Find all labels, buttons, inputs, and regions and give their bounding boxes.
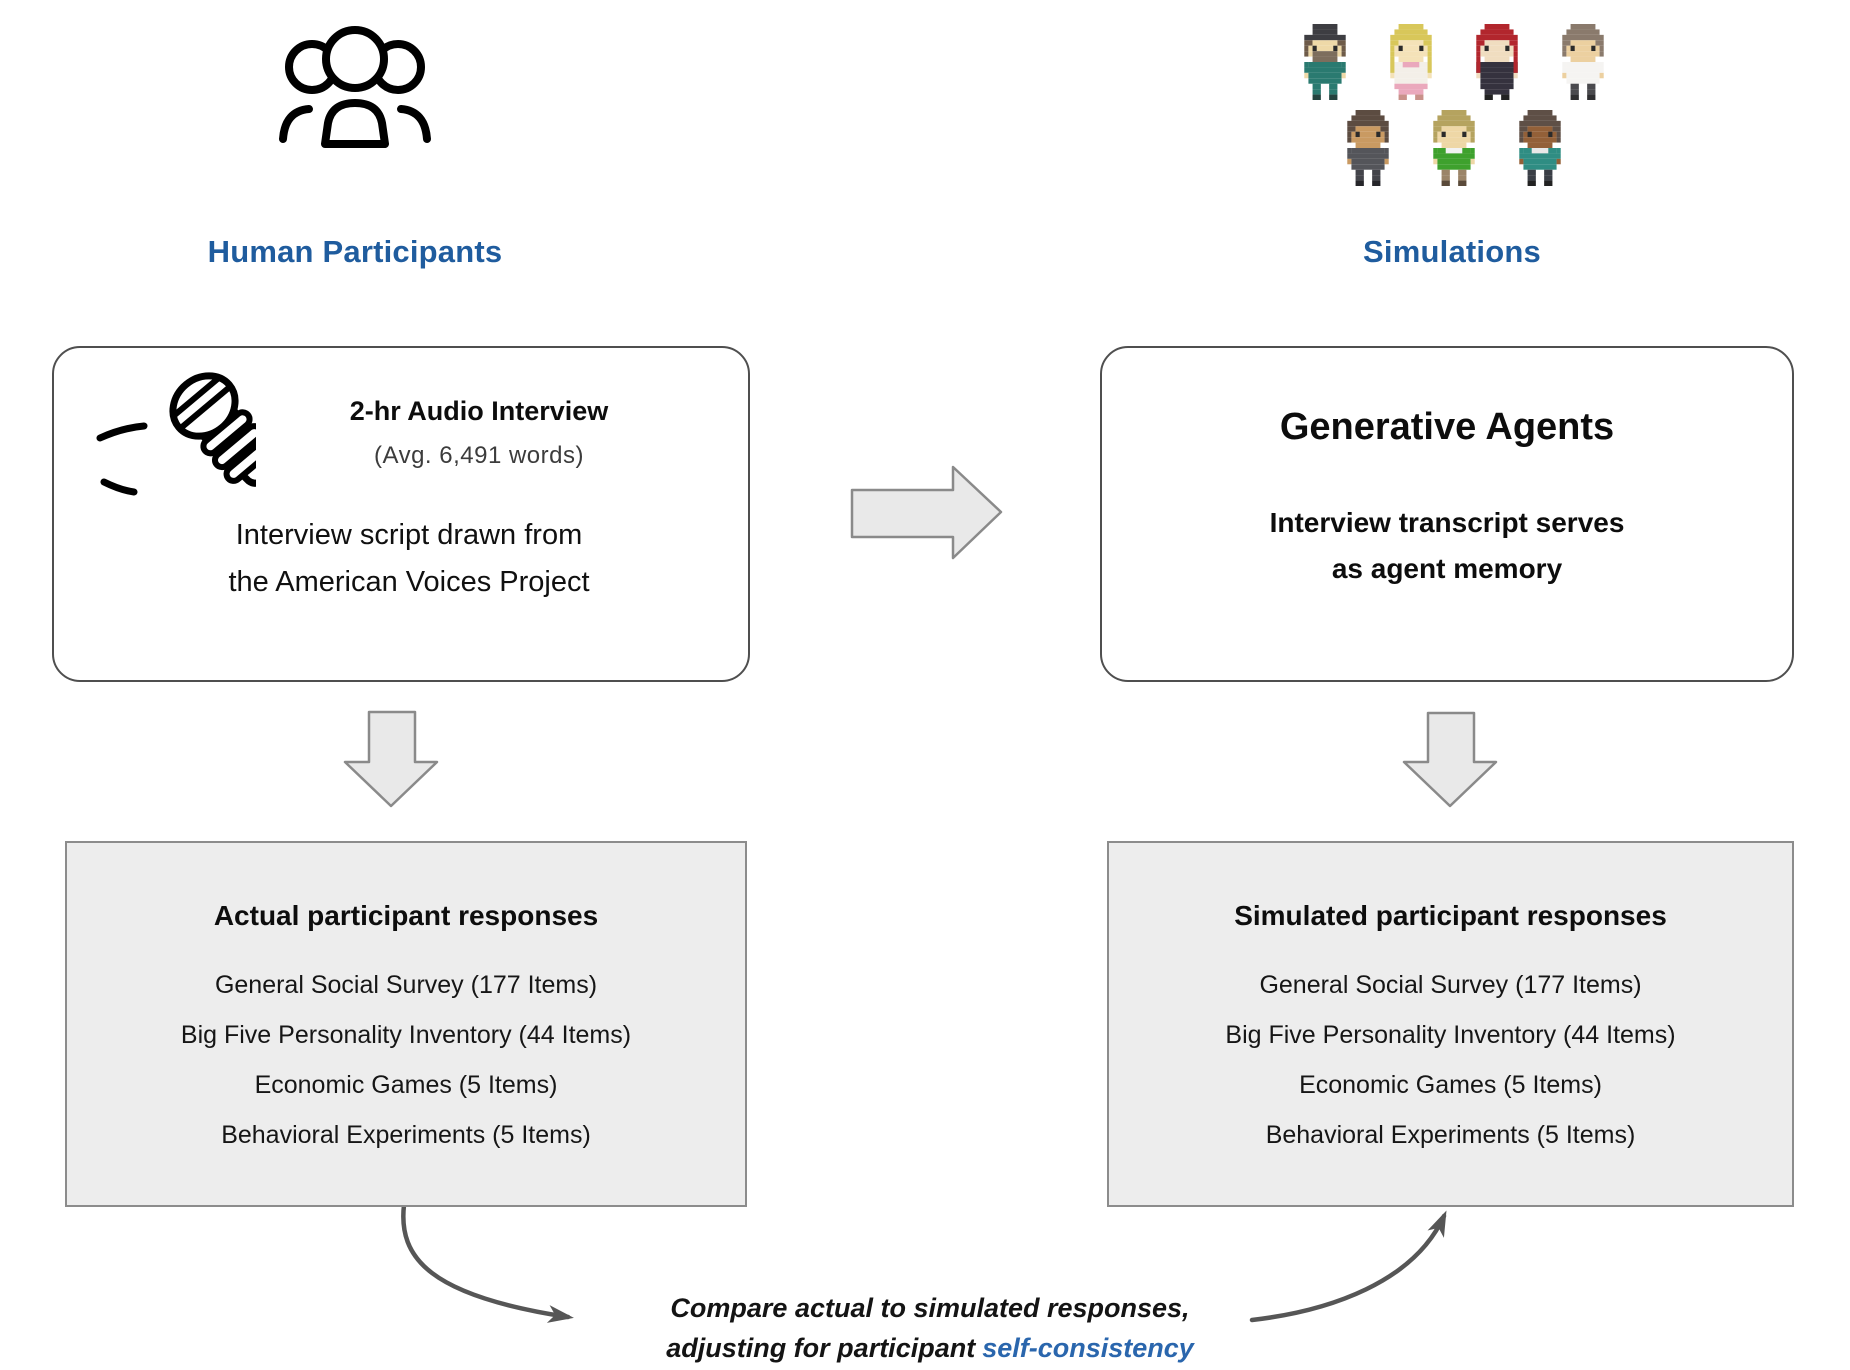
simulated-responses-title: Simulated participant responses	[1234, 900, 1667, 931]
curved-arrow-icon	[403, 1205, 568, 1317]
interview-box-subtitle: (Avg. 6,491 words)	[374, 442, 584, 469]
simulations-heading: Simulations	[1363, 234, 1541, 269]
avatar-woman-blonde-pink-dress	[1382, 24, 1440, 100]
response-item: Behavioral Experiments (5 Items)	[221, 1121, 591, 1149]
human-participants-heading: Human Participants	[207, 234, 503, 269]
response-item: Big Five Personality Inventory (44 Items)	[1225, 1021, 1676, 1049]
interview-box-description-line2: the American Voices Project	[228, 566, 590, 598]
comparison-line2	[560, 1328, 1300, 1368]
avatar-man-black-hat-teal-suit	[1296, 24, 1354, 100]
response-item: General Social Survey (177 Items)	[214, 971, 598, 999]
response-item: General Social Survey (177 Items)	[1259, 971, 1642, 999]
agents-box-title: Generative Agents	[1279, 406, 1615, 448]
down-block-arrow-icon	[345, 712, 437, 806]
avatar-person-bowl-cut-teal-shirt	[1511, 110, 1569, 186]
actual-responses-list	[67, 960, 745, 1160]
actual-responses-box	[65, 841, 747, 1207]
avatar-grid	[1268, 24, 1640, 186]
simulated-responses-list	[1109, 960, 1792, 1160]
right-block-arrow-icon	[852, 467, 1001, 558]
avatar-person-tan-skin-gray-suit	[1339, 110, 1397, 186]
agents-box-description-line2: as agent memory	[1331, 553, 1563, 584]
avatar-row	[1268, 110, 1640, 186]
agents-box-description-line1: Interview transcript serves	[1269, 507, 1625, 538]
simulated-responses-box	[1107, 841, 1794, 1207]
comparison-line1: Compare actual to simulated responses,	[670, 1293, 1190, 1323]
interview-box-description-line1: Interview script drawn from	[235, 519, 583, 551]
response-item: Economic Games (5 Items)	[254, 1071, 558, 1099]
agents-box-description	[1102, 500, 1792, 592]
actual-responses-title: Actual participant responses	[213, 900, 599, 931]
people-group-icon	[275, 17, 435, 149]
comparison-note	[560, 1288, 1300, 1368]
comparison-line2-prefix: adjusting for participant	[666, 1333, 976, 1363]
comparison-line2-highlight: self-consistency	[982, 1333, 1194, 1363]
interview-box	[52, 346, 750, 682]
response-item: Economic Games (5 Items)	[1299, 1071, 1602, 1099]
avatar-row	[1268, 24, 1640, 100]
avatar-woman-red-hair-dark-outfit	[1468, 24, 1526, 100]
response-item: Big Five Personality Inventory (44 Items)	[180, 1021, 632, 1049]
down-block-arrow-icon	[1404, 713, 1496, 806]
avatar-man-brown-hair-white-shirt	[1554, 24, 1612, 100]
interview-box-title: 2-hr Audio Interview	[349, 396, 609, 426]
interview-box-description	[80, 512, 738, 606]
response-item: Behavioral Experiments (5 Items)	[1265, 1121, 1636, 1149]
agents-box	[1100, 346, 1794, 682]
avatar-person-sandy-hair-green-jacket	[1425, 110, 1483, 186]
